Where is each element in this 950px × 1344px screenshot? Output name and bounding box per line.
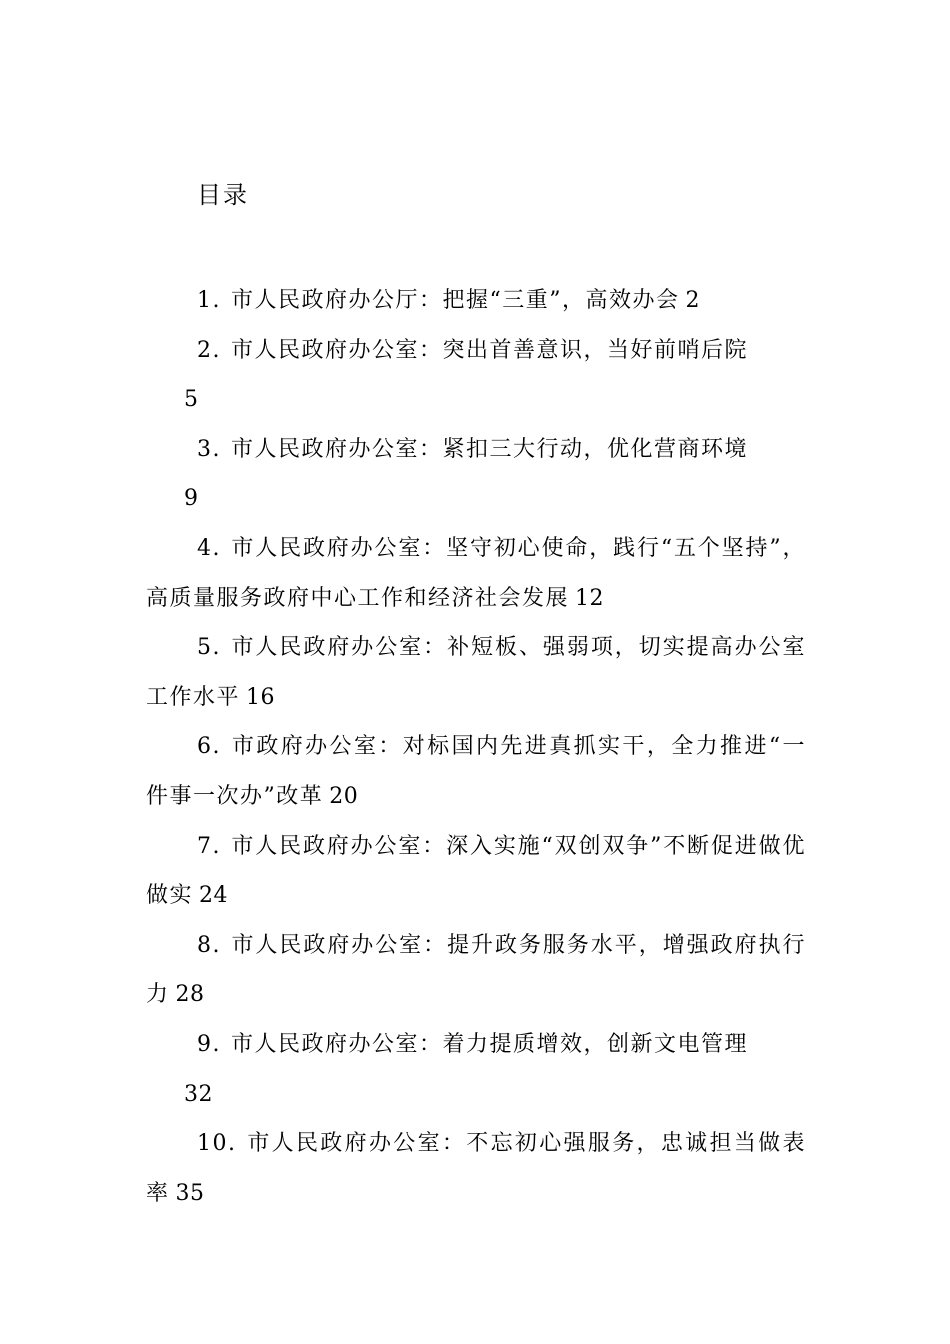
toc-entry-text: 市人民政府办公室：补短板、强弱项，切实提高办公室工作水平 bbox=[146, 635, 806, 710]
toc-entry-page: 16 bbox=[246, 684, 276, 710]
toc-entry-page: 2 bbox=[685, 288, 700, 313]
toc-entry-8 bbox=[146, 921, 806, 1020]
toc-entry-2 bbox=[146, 326, 806, 425]
toc-entry-number: 4. bbox=[197, 535, 221, 561]
toc-entry-page: 35 bbox=[175, 1180, 205, 1206]
toc-entry-7 bbox=[146, 822, 806, 921]
toc-entry-6 bbox=[146, 722, 806, 821]
toc-entry-number: 10. bbox=[197, 1131, 237, 1157]
toc-entry-number: 8. bbox=[197, 932, 221, 958]
toc-title: 目录 bbox=[197, 181, 249, 209]
toc-entry-text: 市人民政府办公室：坚守初心使命，践行“五个坚持”，高质量服务政府中心工作和经济社会发展 bbox=[146, 535, 806, 611]
toc-entry-text: 市人民政府办公厅：把握“三重”，高效办会 bbox=[231, 288, 680, 313]
toc-entry-number: 2. bbox=[197, 337, 221, 363]
toc-entry-text: 市人民政府办公室：突出首善意识，当好前哨后院 bbox=[231, 337, 749, 363]
toc-entry-page: 32 bbox=[184, 1081, 213, 1107]
toc-entry-number: 3. bbox=[197, 436, 221, 462]
toc-entry-text: 市人民政府办公室：深入实施“双创双争”不断促进做优做实 bbox=[146, 833, 806, 909]
toc-entry-1 bbox=[146, 276, 806, 326]
toc-entry-10 bbox=[146, 1119, 806, 1218]
toc-entry-text: 市政府办公室：对标国内先进真抓实干，全力推进“一件事一次办”改革 bbox=[146, 734, 806, 809]
toc-entry-text: 市人民政府办公室：提升政务服务水平，增强政府执行力 bbox=[146, 932, 806, 1008]
toc-list bbox=[146, 276, 806, 1218]
toc-entry-4 bbox=[146, 524, 806, 623]
toc-entry-number: 6. bbox=[197, 734, 221, 760]
toc-entry-page: 9 bbox=[184, 486, 199, 512]
toc-entry-page: 28 bbox=[175, 982, 205, 1008]
toc-entry-page: 5 bbox=[184, 387, 199, 413]
toc-entry-number: 7. bbox=[197, 833, 221, 859]
toc-entry-page: 20 bbox=[329, 783, 359, 809]
toc-entry-text: 市人民政府办公室：不忘初心强服务，忠诚担当做表率 bbox=[146, 1131, 806, 1206]
toc-entry-3 bbox=[146, 425, 806, 524]
toc-entry-9 bbox=[146, 1020, 806, 1119]
toc-entry-page: 12 bbox=[575, 585, 605, 611]
toc-entry-text: 市人民政府办公室：紧扣三大行动，优化营商环境 bbox=[231, 436, 749, 462]
toc-entry-number: 5. bbox=[197, 635, 221, 661]
toc-entry-number: 1. bbox=[197, 288, 221, 313]
toc-entry-text: 市人民政府办公室：着力提质增效，创新文电管理 bbox=[231, 1031, 749, 1057]
toc-entry-number: 9. bbox=[197, 1031, 221, 1057]
toc-entry-5 bbox=[146, 623, 806, 722]
toc-entry-page: 24 bbox=[199, 883, 229, 909]
